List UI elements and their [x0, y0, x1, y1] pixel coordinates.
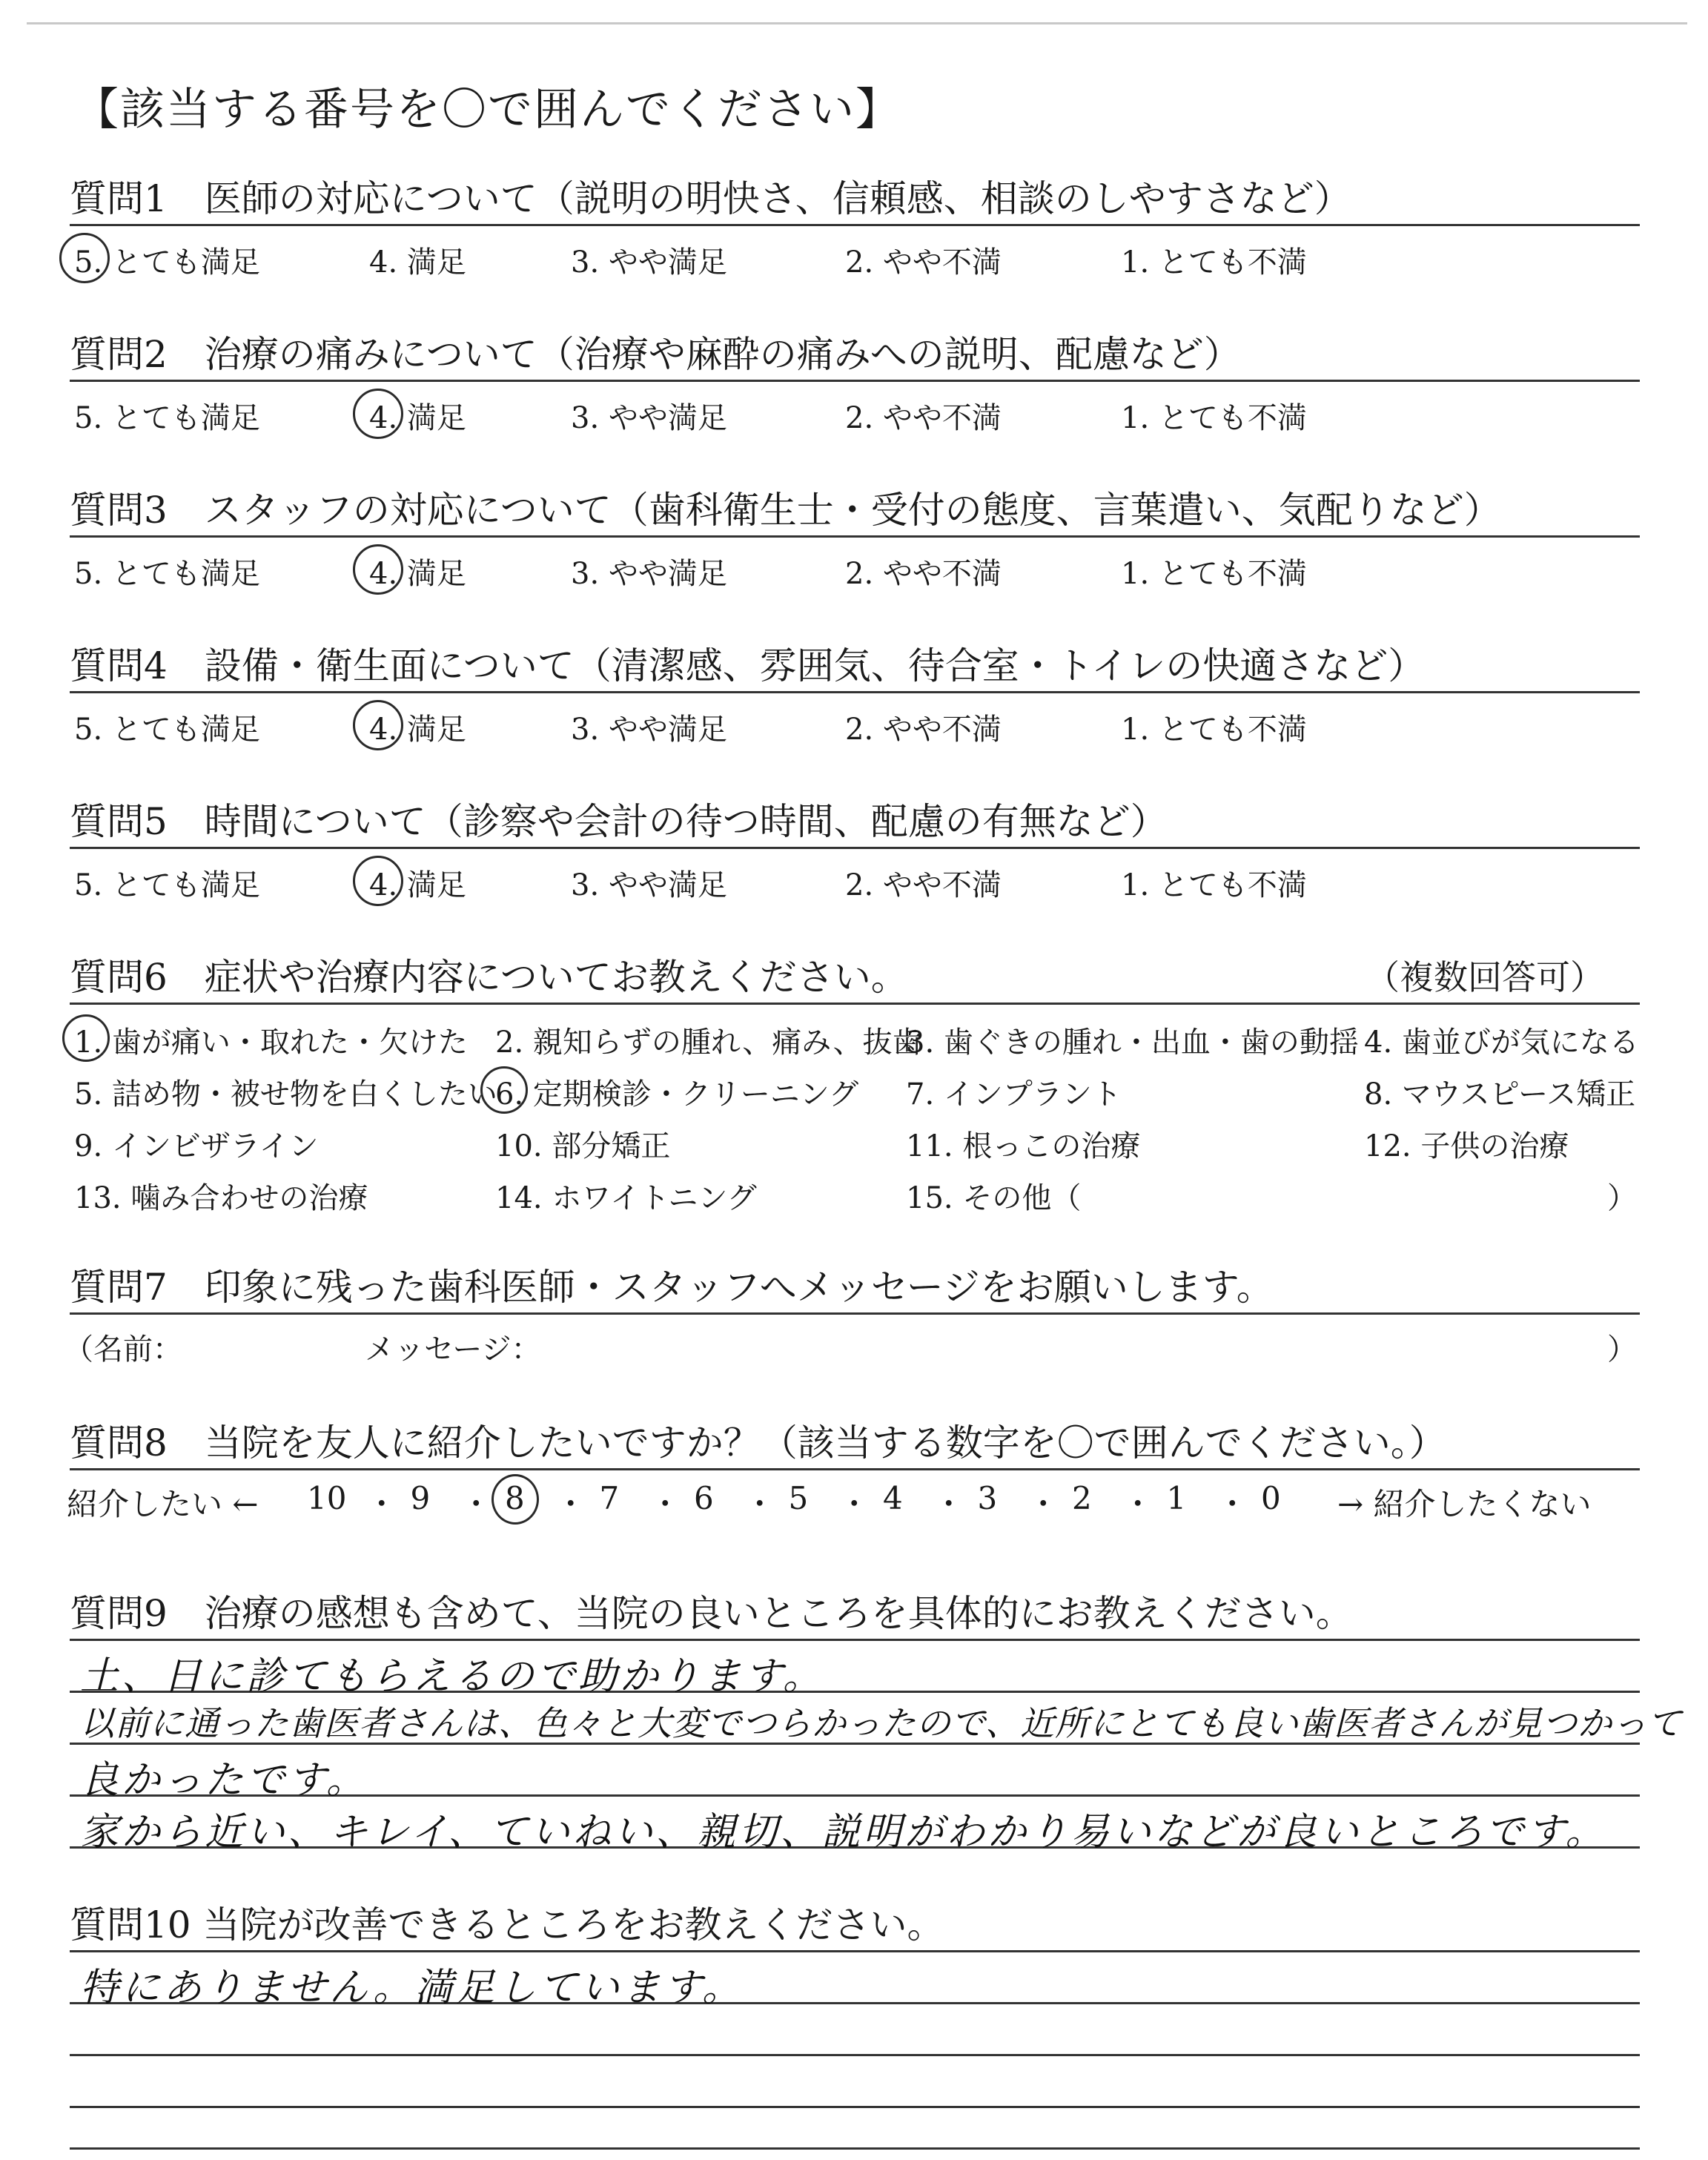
q1-option-3[interactable]: 3. やや満足	[571, 245, 727, 280]
q6-option-6[interactable]: 6. 定期検診・クリーニング	[495, 1077, 859, 1112]
q6-option-5[interactable]: 5. 詰め物・被せ物を白くしたい	[74, 1077, 497, 1112]
q3-option-1[interactable]: 1. とても不満	[1121, 557, 1307, 591]
q2-option-5[interactable]: 5. とても満足	[74, 401, 260, 435]
question-9-rule	[70, 1639, 1640, 1641]
q8-scale-separator: ・	[933, 1486, 964, 1522]
q10-line-2	[70, 2054, 1640, 2056]
q2-option-3[interactable]: 3. やや満足	[571, 401, 727, 435]
q1-option-2[interactable]: 2. やや不満	[845, 245, 1002, 280]
question-4-title: 質問4 設備・衛生面について（清潔感、雰囲気、待合室・トイレの快適さなど）	[70, 644, 1426, 687]
q8-scale-separator: ・	[649, 1486, 681, 1522]
q8-scale-separator: ・	[555, 1486, 586, 1522]
q9-answer-line-2: 以前に通った歯医者さんは、色々と大変でつらかったので、近所にとても良い歯医者さんが見つかって	[80, 1703, 1683, 1743]
q5-option-3[interactable]: 3. やや満足	[571, 868, 727, 902]
question-2-rule	[70, 380, 1640, 382]
question-1-rule	[70, 224, 1640, 226]
q8-scale-number-0[interactable]: 0	[1261, 1480, 1281, 1516]
q6-option-9[interactable]: 9. インビザライン	[74, 1129, 319, 1163]
q8-scale-number-9[interactable]: 9	[410, 1480, 431, 1516]
question-7-rule	[70, 1312, 1640, 1315]
q8-scale-number-8[interactable]: 8	[505, 1480, 525, 1516]
q8-scale-separator: ・	[1122, 1486, 1153, 1522]
q10-line-4	[70, 2147, 1640, 2150]
q8-scale-number-10[interactable]: 10	[307, 1480, 347, 1516]
question-3-title: 質問3 スタッフの対応について（歯科衛生士・受付の態度、言葉遣い、気配りなど）	[70, 489, 1501, 532]
q8-scale-separator: ・	[1217, 1486, 1248, 1522]
q8-scale-number-4[interactable]: 4	[883, 1480, 903, 1516]
q7-name-label: （名前：	[64, 1332, 182, 1367]
q6-option-15[interactable]: 15. その他（	[906, 1181, 1082, 1215]
question-5-title: 質問5 時間について（診察や会計の待つ時間、配慮の有無など）	[70, 800, 1168, 843]
question-6-rule	[70, 1003, 1640, 1005]
q8-scale-number-5[interactable]: 5	[788, 1480, 809, 1516]
q6-option-2[interactable]: 2. 親知らずの腫れ、痛み、抜歯	[495, 1025, 922, 1060]
q8-scale-separator: ・	[744, 1486, 775, 1522]
q10-answer-line-1: 特にありません。満足しています。	[80, 1966, 744, 2010]
q8-scale-separator: ・	[1027, 1486, 1059, 1522]
q7-message-label: メッセージ：	[365, 1332, 541, 1367]
question-3-rule	[70, 535, 1640, 538]
q8-selection-circle	[491, 1474, 539, 1525]
question-8-rule	[70, 1468, 1640, 1470]
question-8-title: 質問8 当院を友人に紹介したいですか？（該当する数字を〇で囲んでください。）	[70, 1421, 1446, 1464]
q8-scale-number-2[interactable]: 2	[1072, 1480, 1092, 1516]
q2-option-4[interactable]: 4. 満足	[369, 401, 466, 435]
q1-option-1[interactable]: 1. とても不満	[1121, 245, 1307, 280]
q4-selection-circle	[353, 700, 403, 750]
q5-option-5[interactable]: 5. とても満足	[74, 868, 260, 902]
q3-option-4[interactable]: 4. 満足	[369, 557, 466, 591]
q6-option-13[interactable]: 13. 噛み合わせの治療	[74, 1181, 368, 1215]
question-6-hint: （複数回答可）	[1366, 957, 1604, 997]
q10-line-3	[70, 2106, 1640, 2108]
q1-selection-circle	[59, 233, 110, 283]
q3-option-2[interactable]: 2. やや不満	[845, 557, 1002, 591]
q1-option-5[interactable]: 5. とても満足	[74, 245, 260, 280]
question-2-title: 質問2 治療の痛みについて（治療や麻酔の痛みへの説明、配慮など）	[70, 333, 1241, 376]
q6-option-3[interactable]: 3. 歯ぐきの腫れ・出血・歯の動揺	[906, 1025, 1359, 1060]
q5-option-1[interactable]: 1. とても不満	[1121, 868, 1307, 902]
q9-answer-line-4: 家から近い、キレイ、ていねい、親切、説明がわかり易いなどが良いところです。	[80, 1810, 1607, 1855]
q3-option-5[interactable]: 5. とても満足	[74, 557, 260, 591]
q5-selection-circle	[353, 856, 403, 906]
q8-scale-separator: ・	[838, 1486, 870, 1522]
q6-option-8[interactable]: 8. マウスピース矯正	[1364, 1077, 1636, 1112]
q8-scale-number-6[interactable]: 6	[694, 1480, 714, 1516]
q2-option-1[interactable]: 1. とても不満	[1121, 401, 1307, 435]
q4-option-1[interactable]: 1. とても不満	[1121, 713, 1307, 747]
q9-answer-line-3: 良かったです。	[80, 1758, 368, 1803]
q3-selection-circle	[353, 544, 403, 595]
q8-scale-separator: ・	[460, 1486, 492, 1522]
q4-option-3[interactable]: 3. やや満足	[571, 713, 727, 747]
q4-option-4[interactable]: 4. 満足	[369, 713, 466, 747]
q6-option-4[interactable]: 4. 歯並びが気になる	[1364, 1025, 1639, 1060]
question-4-rule	[70, 691, 1640, 693]
q5-option-4[interactable]: 4. 満足	[369, 868, 466, 902]
q9-answer-line-1: 土、日に診てもらえるので助かります。	[80, 1654, 824, 1699]
question-5-rule	[70, 847, 1640, 849]
q8-left-label: 紹介したい ←	[67, 1486, 259, 1522]
q6-other-close-paren: ）	[1607, 1181, 1637, 1215]
q6-option-11[interactable]: 11. 根っこの治療	[906, 1129, 1141, 1163]
q5-option-2[interactable]: 2. やや不満	[845, 868, 1002, 902]
q2-selection-circle	[353, 389, 403, 439]
question-10-rule	[70, 1950, 1640, 1952]
question-1-title: 質問1 医師の対応について（説明の明快さ、信頼感、相談のしやすさなど）	[70, 177, 1351, 220]
question-7-title: 質問7 印象に残った歯科医師・スタッフへメッセージをお願いします。	[70, 1266, 1274, 1309]
q6-option-10[interactable]: 10. 部分矯正	[495, 1129, 671, 1163]
q7-close-paren: ）	[1607, 1332, 1637, 1367]
q4-option-5[interactable]: 5. とても満足	[74, 713, 260, 747]
q8-scale-separator: ・	[365, 1486, 397, 1522]
q6-option-7[interactable]: 7. インプラント	[906, 1077, 1122, 1112]
q8-right-label: → 紹介したくない	[1337, 1486, 1592, 1522]
q3-option-3[interactable]: 3. やや満足	[571, 557, 727, 591]
q1-option-4[interactable]: 4. 満足	[369, 245, 466, 280]
q8-scale-number-3[interactable]: 3	[977, 1480, 998, 1516]
top-border	[27, 22, 1687, 24]
question-10-title: 質問10 当院が改善できるところをお教えください。	[70, 1903, 944, 1946]
q6-option-14[interactable]: 14. ホワイトニング	[495, 1181, 757, 1215]
question-9-title: 質問9 治療の感想も含めて、当院の良いところを具体的にお教えください。	[70, 1592, 1353, 1635]
q6-option-12[interactable]: 12. 子供の治療	[1364, 1129, 1569, 1163]
q2-option-2[interactable]: 2. やや不満	[845, 401, 1002, 435]
q8-scale-number-7[interactable]: 7	[599, 1480, 620, 1516]
q4-option-2[interactable]: 2. やや不満	[845, 713, 1002, 747]
question-6-title: 質問6 症状や治療内容についてお教えください。	[70, 956, 908, 999]
q6-option-1[interactable]: 1. 歯が痛い・取れた・欠けた	[74, 1025, 468, 1060]
q6-selection-circle-6	[480, 1066, 528, 1114]
q8-scale-row	[0, 1480, 1708, 1525]
q8-scale-number-1[interactable]: 1	[1166, 1480, 1187, 1516]
q6-selection-circle-1	[62, 1014, 110, 1062]
page-header: 【該当する番号を〇で囲んでください】	[74, 84, 901, 136]
